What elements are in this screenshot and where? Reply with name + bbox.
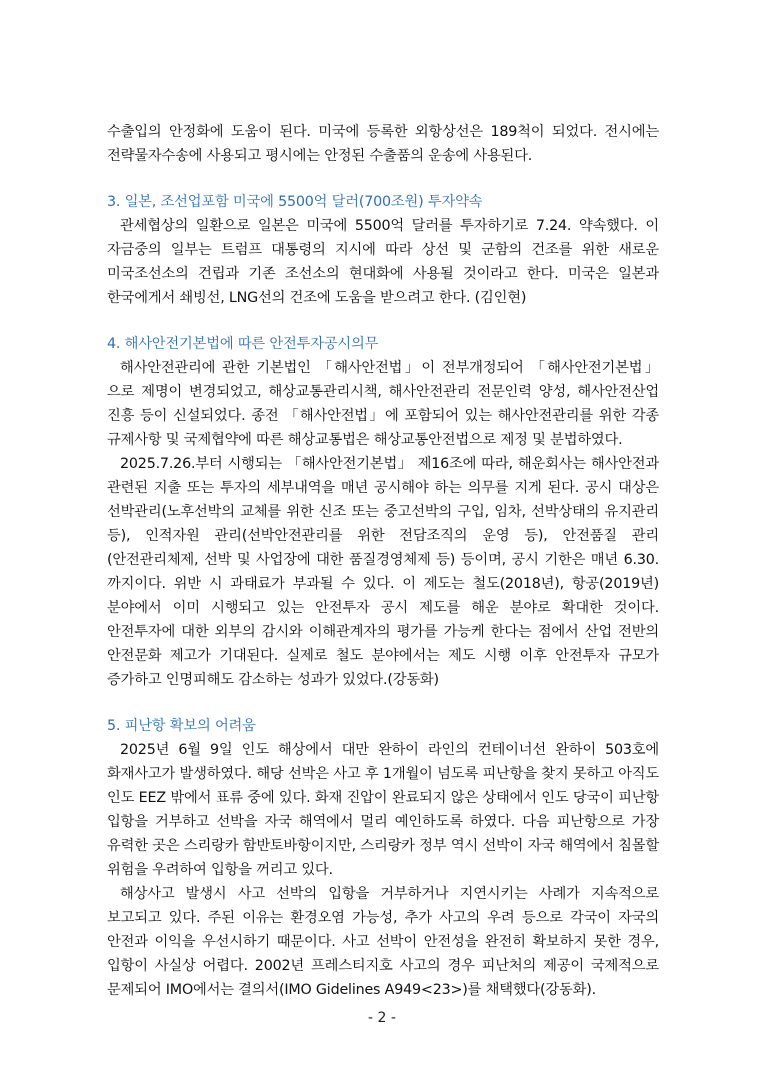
section-spacer — [107, 692, 659, 714]
section-4-paragraph-2: 2025.7.26.부터 시행되는 「해사안전기본법」 제16조에 따라, 해운회사는 해사안전과 관련된 지출 또는 투자의 세부내역을 매년 공시해야 하는 의무를 지게 된다. 공시 대상은 선박관리(노후선박의 교체를 위한 신조 또는 중고선박의 구입, 임차, 선박상태의 유지관리 등), 인적자원 관리(선박안전관리를 위한 전담조직의 운영 등), 안전품질 관리(안전관리체제, 선박 및 사업장에 대한 품질경영체제 등) 등이며, 공시 기한은 매년 6.30.까지이다. 위반 시 과태료가 부과될 수 있다. 이 제도는 철도(2018년), 항공(2019년) 분야에서 이미 시행되고 있는 안전투자 공시 제도를 해운 분야로 확대한 것이다. 안전투자에 대한 외부의 감시와 이해관계자의 평가를 가능케 한다는 점에서 산업 전반의 안전문화 제고가 기대된다. 실제로 철도 분야에서는 제도 시행 이후 안전투자 규모가 증가하고 인명피해도 감소하는 성과가 있었다.(강동화) — [107, 456, 659, 688]
section-5-heading: 5. 피난항 확보의 어려움 — [107, 718, 256, 734]
section-3-heading: 3. 일본, 조선업포함 미국에 5500억 달러(700조원) 투자약속 — [107, 194, 483, 210]
section-4-heading: 4. 해사안전기본법에 따른 안전투자공시의무 — [107, 336, 379, 352]
section-spacer — [107, 168, 659, 190]
page-number: - 2 - — [368, 1010, 396, 1026]
section-spacer — [107, 310, 659, 332]
section-5-paragraph-1: 2025년 6월 9일 인도 해상에서 대만 완하이 라인의 컨테이너선 완하이 503호에 화재사고가 발생하였다. 해당 선박은 사고 후 1개월이 넘도록 피난항을 찾지 못하고 아직도 인도 EEZ 밖에서 표류 중에 있다. 화재 진압이 완료되지 않은 상태에서 인도 당국이 피난항 입항을 거부하고 선박을 자국 해역에서 멀리 예인하도록 하였다. 다음 피난항으로 가장 유력한 곳은 스리랑카 함반토바항이지만, 스리랑카 정부 역시 선박이 자국 해역에서 침몰할 위험을 우려하여 입항을 꺼리고 있다. — [107, 742, 659, 878]
section-3-paragraph-1: 관세협상의 일환으로 일본은 미국에 5500억 달러를 투자하기로 7.24. 약속했다. 이 자금중의 일부는 트럼프 대통령의 지시에 따라 상선 및 군함의 건조를 위한 새로운 미국조선소의 건립과 기존 조선소의 현대화에 사용될 것이라고 한다. 미국은 일본과 한국에게서 쇄빙선, LNG선의 건조에 도움을 받으려고 한다. (김인현) — [107, 218, 659, 306]
continuation-paragraph: 수출입의 안정화에 도움이 된다. 미국에 등록한 외항상선은 189척이 되었다. 전시에는 전략물자수송에 사용되고 평시에는 안정된 수출품의 운송에 사용된다. — [107, 124, 659, 164]
document-body — [107, 120, 659, 1002]
section-4-paragraph-1: 해사안전관리에 관한 기본법인 「해사안전법」이 전부개정되어 「해사안전기본법」으로 제명이 변경되었고, 해상교통관리시책, 해사안전관리 전문인력 양성, 해사안전산업 진흥 등이 신설되었다. 종전 「해사안전법」에 포함되어 있는 해사안전관리를 위한 각종 규제사항 및 국제협약에 따른 해상교통법은 해상교통안전법으로 제정 및 분법하였다. — [107, 360, 659, 448]
section-5-paragraph-2: 해상사고 발생시 사고 선박의 입항을 거부하거나 지연시키는 사례가 지속적으로 보고되고 있다. 주된 이유는 환경오염 가능성, 추가 사고의 우려 등으로 각국이 자국의 안전과 이익을 우선시하기 때문이다. 사고 선박이 안전성을 완전히 확보하지 못한 경우, 입항이 사실상 어렵다. 2002년 프레스티지호 사고의 경우 피난처의 제공이 국제적으로 문제되어 IMO에서는 결의서(IMO Gidelines A949<23>)를 채택했다(강동화). — [107, 886, 659, 998]
